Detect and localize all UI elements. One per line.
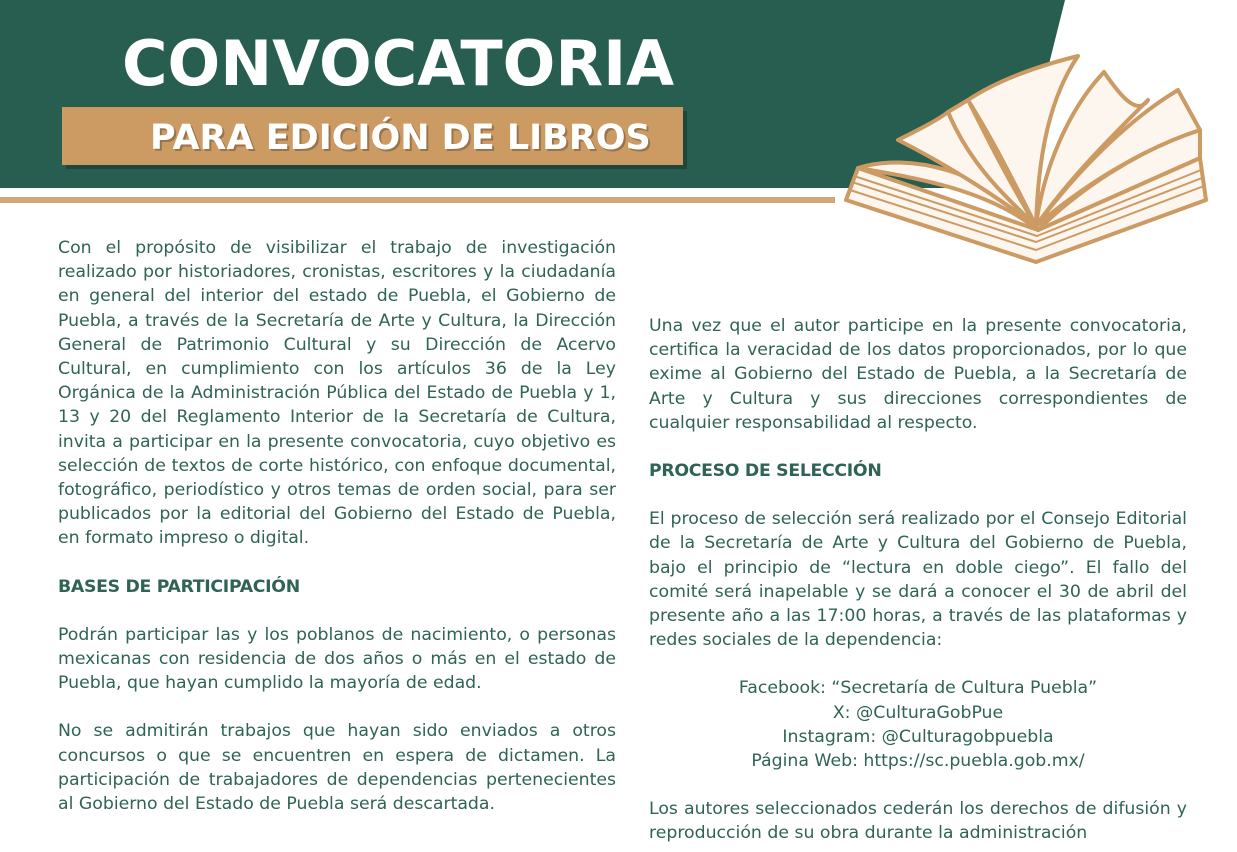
social-links xyxy=(649,676,1187,773)
facebook-link: Facebook: “Secretaría de Cultura Puebla” xyxy=(738,678,1098,699)
right-column xyxy=(649,314,1187,846)
bases-paragraph-1: Podrán participar las y los poblanos de nacimiento, o personas mexicanas con residencia de dos años o más en el estado de Puebla, que hayan cumplido la mayoría de edad. xyxy=(58,624,616,694)
proceso-heading: PROCESO DE SELECCIÓN xyxy=(649,461,882,482)
bases-heading: BASES DE PARTICIPACIÓN xyxy=(58,576,300,597)
autores-paragraph: Los autores seleccionados cederán los derechos de difusión y reproducción de su obra durante la administración xyxy=(649,799,1187,844)
x-link: X: @CulturaGobPue xyxy=(832,702,1004,723)
responsibility-paragraph: Una vez que el autor participe en la presente convocatoria, certifica la veracidad de los datos proporcionados, por lo que exime al Gobierno del Estado de Puebla, a la Secretaría de Arte y Cultura y sus direcciones correspondientes de cualquier responsabilidad al respecto. xyxy=(649,316,1187,433)
proceso-paragraph: El proceso de selección será realizado por el Consejo Editorial de la Secretaría de Arte y Cultura del Gobierno de Puebla, bajo el principio de “lectura en doble ciego”. El fallo del comité será inapelable y se dará a conocer el 30 de abril del presente año a las 17:00 horas, a través de las plataformas y redes sociales de la dependencia: xyxy=(649,509,1187,651)
bases-paragraph-2: No se admitirán trabajos que hayan sido enviados a otros concursos o que se encuentren en espera de dictamen. La participación de trabajadores de dependencias pertenecientes al Gobierno del Estado de Puebla será descartada. xyxy=(58,721,616,815)
website-link: Página Web: https://sc.puebla.gob.mx/ xyxy=(751,751,1085,772)
instagram-link: Instagram: @Culturagobpuebla xyxy=(782,726,1054,747)
page-title: CONVOCATORIA xyxy=(122,27,675,100)
intro-paragraph: Con el propósito de visibilizar el trabajo de investigación realizado por historiadores, cronistas, escritores y la ciudadanía en general del interior del estado de Puebla, el Gobierno de Puebla, a través de la Secretaría de Arte y Cultura, la Dirección General de Patrimonio Cultural y su Dirección de Acervo Cultural, en cumplimiento con los artículos 36 de la Ley Orgánica de la Administración Pública del Estado de Puebla y 1, 13 y 20 del Reglamento Interior de la Secretaría de Cultura, invita a participar en la presente convocatoria, cuyo objetivo es selección de textos de corte histórico, con enfoque documental, fotográfico, periodístico y otros temas de orden social, para ser publicados por la editorial del Gobierno del Estado de Puebla, en formato impreso o digital. xyxy=(58,238,616,549)
page-subtitle: PARA EDICIÓN DE LIBROS xyxy=(150,118,651,158)
header-divider xyxy=(0,197,835,203)
left-column xyxy=(58,236,616,816)
open-book-icon xyxy=(838,40,1218,272)
